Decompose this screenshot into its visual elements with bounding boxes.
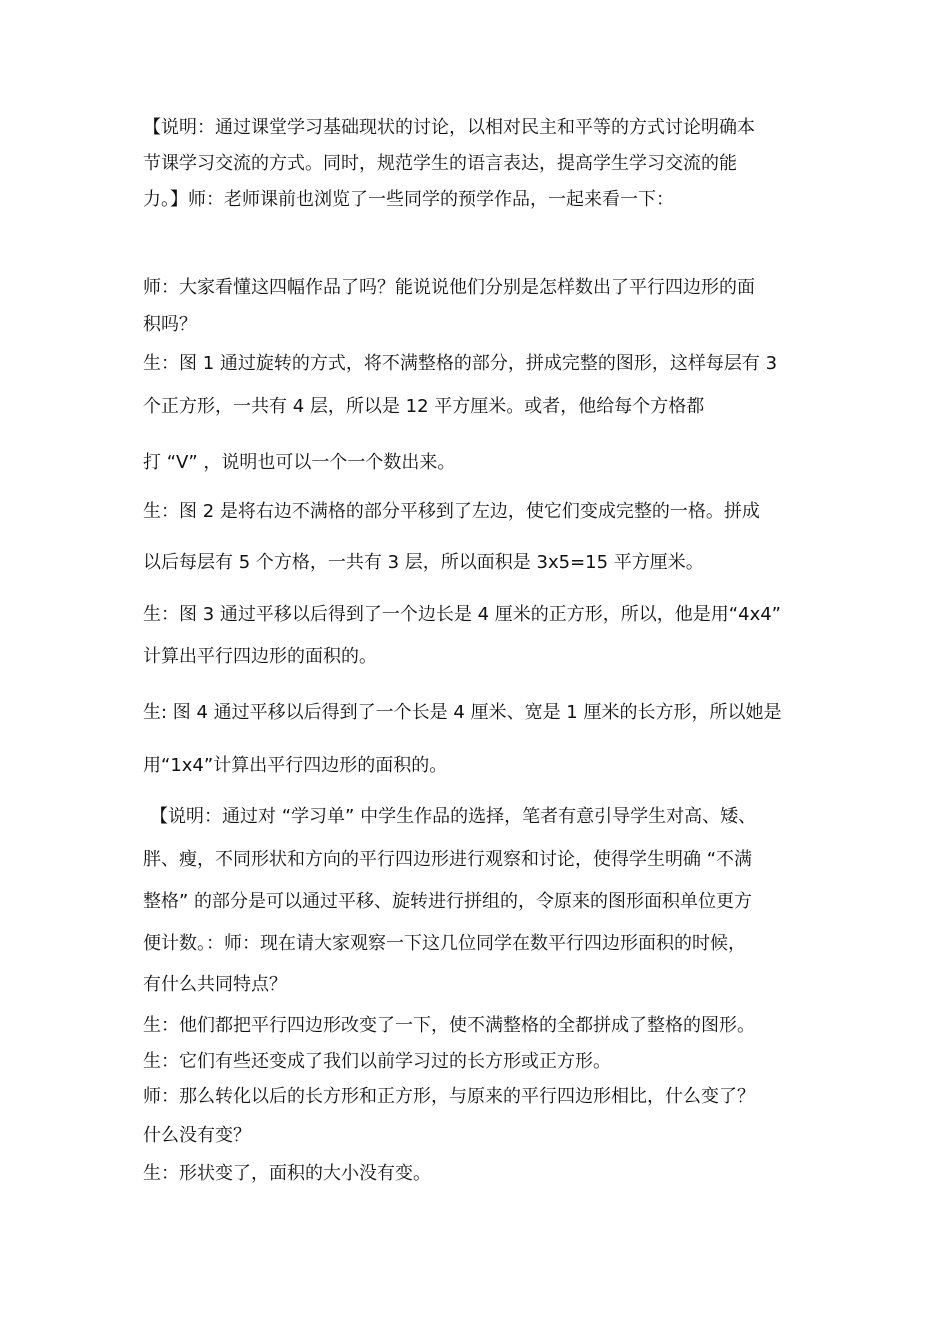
student-answer-7: 生：形状变了，面积的大小没有变。 <box>143 1163 431 1184</box>
note-2-line-3: 整格” 的部分是可以通过平移、旋转进行拼组的，令原来的图形面积单位更方 <box>143 891 753 912</box>
teacher-question-2-line-2: 有什么共同特点？ <box>143 974 287 995</box>
note-2-line-2: 胖、瘦，不同形状和方向的平行四边形进行观察和讨论，使得学生明确 “不满 <box>143 849 753 870</box>
student-answer-1-line-2: 个正方形，一共有 4 层，所以是 12 平方厘米。或者，他给每个方格都 <box>143 396 705 417</box>
student-answer-4-line-1: 生: 图 4 通过平移以后得到了一个长是 4 厘米、宽是 1 厘米的长方形，所以她是 <box>143 702 782 723</box>
student-answer-3-line-1: 生：图 3 通过平移以后得到了一个边长是 4 厘米的正方形，所以，他是用“4x4” <box>143 604 781 625</box>
note-1-line-1: 【说明：通过课堂学习基础现状的讨论，以相对民主和平等的方式讨论明确本 <box>143 117 755 138</box>
teacher-question-line-1: 师：大家看懂这四幅作品了吗？能说说他们分别是怎样数出了平行四边形的面 <box>143 277 755 298</box>
student-answer-4-line-2: 用“1x4”计算出平行四边形的面积的。 <box>143 755 448 776</box>
note-2-line-1: 【说明：通过对 “学习单” 中学生作品的选择，笔者有意引导学生对高、矮、 <box>150 806 757 827</box>
note-1-line-3: 力。】师：老师课前也浏览了一些同学的预学作品，一起来看一下： <box>143 189 674 210</box>
note-2-line-4: 便计数。：师：现在请大家观察一下这几位同学在数平行四边形面积的时候， <box>143 933 746 954</box>
student-answer-6: 生：它们有些还变成了我们以前学习过的长方形或正方形。 <box>143 1051 611 1072</box>
teacher-question-3-line-2: 什么没有变？ <box>143 1125 251 1146</box>
student-answer-3-line-2: 计算出平行四边形的面积的。 <box>143 646 377 667</box>
student-answer-2-line-2: 以后每层有 5 个方格，一共有 3 层，所以面积是 3x5=15 平方厘米。 <box>143 552 704 573</box>
student-answer-2-line-1: 生：图 2 是将右边不满格的部分平移到了左边，使它们变成完整的一格。拼成 <box>143 501 760 522</box>
student-answer-1-line-3: 打 “V” ，说明也可以一个一个数出来。 <box>143 452 456 473</box>
teacher-question-line-2: 积吗？ <box>143 314 197 335</box>
teacher-question-3-line-1: 师：那么转化以后的长方形和正方形，与原来的平行四边形相比，什么变了？ <box>143 1086 755 1107</box>
note-1-line-2: 节课学习交流的方式。同时，规范学生的语言表达，提高学生学习交流的能 <box>143 153 737 174</box>
student-answer-5: 生：他们都把平行四边形改变了一下，使不满整格的全都拼成了整格的图形。 <box>143 1015 755 1036</box>
student-answer-1-line-1: 生：图 1 通过旋转的方式，将不满整格的部分，拼成完整的图形，这样每层有 3 <box>143 353 778 374</box>
